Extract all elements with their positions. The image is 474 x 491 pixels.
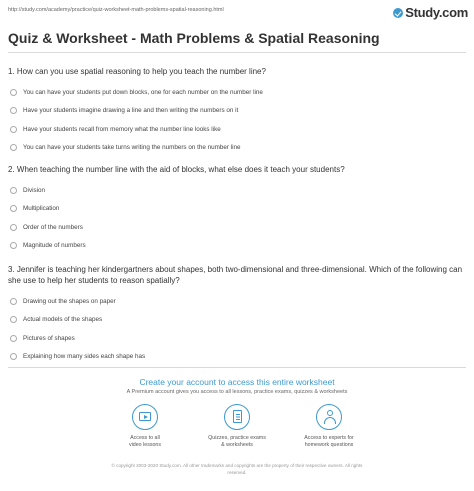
feature-label: Access to all video lessons <box>128 435 162 448</box>
promo-divider <box>8 367 466 368</box>
radio-icon[interactable] <box>10 144 17 151</box>
option-label: Drawing out the shapes on paper <box>23 297 116 305</box>
premium-features <box>0 404 474 456</box>
page-header <box>8 5 468 19</box>
radio-icon[interactable] <box>10 242 17 249</box>
question-text: 2. When teaching the number line with the aid of blocks, what else does it teach your students? <box>8 165 345 174</box>
answer-option[interactable] <box>8 120 464 139</box>
answer-option[interactable] <box>8 102 464 121</box>
answer-option[interactable] <box>8 292 464 311</box>
answer-option[interactable] <box>8 83 464 102</box>
copyright-footer: © copyright 2003-2020 Study.com. All other trademarks and copyrights are the property of their respective owners. All rights reserved. <box>111 463 363 475</box>
answer-options <box>8 83 464 157</box>
feature-label: Access to experts for homework questions <box>304 435 354 448</box>
option-label: Division <box>23 186 46 194</box>
answer-option[interactable] <box>8 181 464 200</box>
answer-option[interactable] <box>8 237 464 256</box>
logo-text: Study.com <box>405 5 468 20</box>
answer-option[interactable] <box>8 348 464 367</box>
radio-icon[interactable] <box>10 335 17 342</box>
promo-subtitle: A Premium account gives you access to all lessons, practice exams, quizzes & worksheets <box>126 389 348 395</box>
radio-icon[interactable] <box>10 187 17 194</box>
option-label: Magnitude of numbers <box>23 242 86 250</box>
option-label: Multiplication <box>23 205 60 213</box>
option-label: Explaining how many sides each shape has <box>23 353 146 361</box>
answer-option[interactable] <box>8 311 464 330</box>
answer-option[interactable] <box>8 139 464 158</box>
answer-options <box>8 292 464 366</box>
option-label: Pictures of shapes <box>23 334 75 342</box>
question-text: 1. How can you use spatial reasoning to help you teach the number line? <box>8 67 266 76</box>
option-label: Actual models of the shapes <box>23 316 103 324</box>
radio-icon[interactable] <box>10 126 17 133</box>
answer-option[interactable] <box>8 218 464 237</box>
option-label: Have your students imagine drawing a line and then writing the numbers on it <box>23 107 239 115</box>
radio-icon[interactable] <box>10 89 17 96</box>
quiz-worksheet-icon <box>224 404 250 430</box>
feature-experts <box>284 404 374 449</box>
answer-option[interactable] <box>8 329 464 348</box>
question-text: 3. Jennifer is teaching her kindergartners about shapes, both two-dimensional and three-dimensional. Which of the following can she use to help her students to reason spatially? <box>8 265 463 285</box>
answer-options <box>8 181 464 255</box>
title-divider <box>8 52 466 53</box>
radio-icon[interactable] <box>10 298 17 305</box>
question-2 <box>8 164 464 255</box>
create-account-link[interactable]: Create your account to access this entire worksheet <box>139 377 335 387</box>
feature-video-lessons <box>100 404 190 449</box>
option-label: Order of the numbers <box>23 223 83 231</box>
radio-icon[interactable] <box>10 107 17 114</box>
feature-quizzes <box>192 404 282 449</box>
option-label: You can have your students take turns writing the numbers on the number line <box>23 144 241 152</box>
radio-icon[interactable] <box>10 316 17 323</box>
video-lesson-icon <box>132 404 158 430</box>
expert-icon <box>316 404 342 430</box>
option-label: Have your students recall from memory what the number line looks like <box>23 125 221 133</box>
question-3 <box>8 264 464 366</box>
answer-option[interactable] <box>8 200 464 219</box>
study-checkmark-icon <box>393 8 403 18</box>
radio-icon[interactable] <box>10 205 17 212</box>
study-logo[interactable] <box>393 5 468 20</box>
page-title: Quiz & Worksheet - Math Problems & Spatial Reasoning <box>8 30 380 46</box>
radio-icon[interactable] <box>10 224 17 231</box>
question-1 <box>8 66 464 157</box>
option-label: You can have your students put down blocks, one for each number on the number line <box>23 88 263 96</box>
feature-label: Quizzes, practice exams & worksheets <box>208 435 266 448</box>
radio-icon[interactable] <box>10 353 17 360</box>
page-url[interactable]: http://study.com/academy/practice/quiz-worksheet-math-problems-spatial-reasoning.html <box>8 7 224 13</box>
